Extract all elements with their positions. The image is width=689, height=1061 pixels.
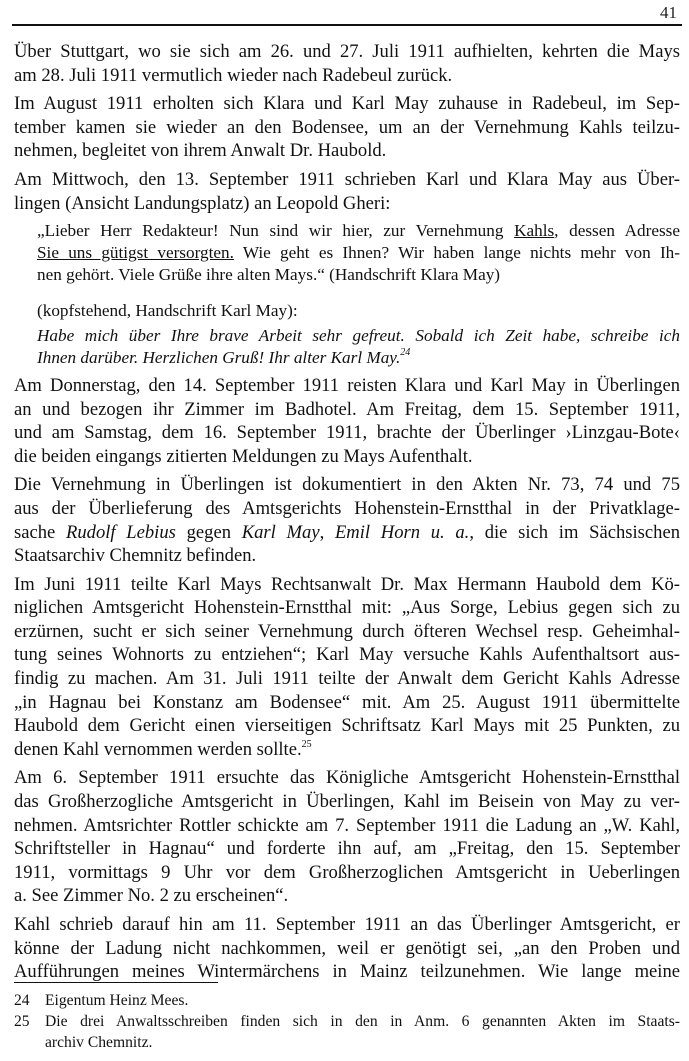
paragraph — [14, 374, 680, 468]
footnote-text — [45, 990, 680, 1011]
italic-text: Emil Horn u. a. — [334, 521, 470, 543]
text: , die sich im Sächsischen — [469, 521, 681, 543]
text-line: Die Vernehmung in Überlingen ist dokumentiert in den Akten Nr. 73, 74 und 75 — [14, 474, 680, 496]
quote-text: , dessen Adresse — [554, 221, 680, 241]
text-line: Im Juni 1911 teilte Karl Mays Rechtsanwalt Dr. Max Hermann Haubold dem Kö- — [14, 573, 680, 595]
italic-text: Rudolf Lebius — [66, 521, 176, 543]
italic-text: Karl May — [241, 521, 320, 543]
quote-note: (kopfstehend, Handschrift Karl May): — [37, 300, 298, 320]
text: sache — [14, 521, 66, 543]
text: , — [319, 521, 335, 543]
footnote-line: Die drei Anwaltsschreiben finden sich in den in Anm. 6 genannten Akten im Staats- — [45, 1013, 680, 1030]
footnote-rule — [14, 982, 218, 983]
text-line: a. See Zimmer No. 2 zu erscheinen“. — [14, 885, 289, 907]
footnote-line: archiv Chemnitz. — [45, 1034, 153, 1051]
header-rule — [12, 24, 682, 26]
text-line: tember kamen sie wieder an den Bodensee, um an der Vernehmung Kahls teilzu- — [14, 116, 680, 138]
paragraph — [14, 168, 680, 215]
block-quote — [14, 220, 680, 369]
underlined-text: Kahls — [514, 221, 555, 241]
underlined-text: Sie uns gütigst versorgten. — [37, 242, 234, 262]
text-line: die beiden eingangs zitierten Meldungen zu Mays Aufenthalt. — [14, 445, 473, 467]
paragraph — [14, 473, 680, 567]
quote-line: nen gehört. Viele Grüße ihre alten Mays.“ (Handschrift Klara May) — [37, 264, 501, 284]
text-line: aus der Überlieferung des Amtsgerichts Hohenstein-Ernstthal in der Privatklage- — [14, 497, 680, 519]
footnote-text — [45, 1011, 680, 1053]
text: gegen — [175, 521, 242, 543]
text-line: am 28. Juli 1911 vermutlich wieder nach Radebeul zurück. — [14, 64, 453, 86]
text-line: Am Donnerstag, den 14. September 1911 reisten Klara und Karl May in Überlingen — [14, 374, 680, 396]
text-line: Am 6. September 1911 ersuchte das Königliche Amtsgericht Hohenstein-Ernstthal — [14, 767, 680, 789]
text-line: Schriftsteller in Hagnau“ und forderte ihn auf, am „Freitag, den 15. September — [14, 838, 680, 860]
text-line: Im August 1911 erholten sich Klara und Karl May zuhause in Radebeul, im Sep- — [14, 93, 680, 115]
paragraph — [14, 573, 680, 762]
footnotes — [14, 990, 680, 1053]
paragraph — [14, 913, 680, 984]
text-line: 1911, vormittags 9 Uhr vor dem Großherzoglichen Amtsgericht in Ueberlingen — [14, 861, 680, 883]
footnote — [14, 1011, 680, 1053]
quote-italic-line — [37, 347, 680, 369]
footnote-number: 24 — [14, 992, 30, 1009]
body-text — [14, 40, 680, 989]
text-line: Am Mittwoch, den 13. September 1911 schrieben Karl und Klara May aus Über- — [14, 168, 680, 190]
paragraph — [14, 92, 680, 163]
text-line: könne der Ladung nicht nachkommen, weil er genötigt sei, „an den Proben und — [14, 937, 680, 959]
page-number: 41 — [660, 3, 677, 22]
text-line: nehmen. Amtsrichter Rottler schickte am 7. September 1911 die Ladung an „W. Kahl, — [14, 814, 680, 836]
quote-line — [37, 242, 680, 264]
quote-text: Wie geht es Ihnen? Wir haben lange nichts mehr von Ih- — [233, 242, 680, 262]
text-line: lingen (Ansicht Landungsplatz) an Leopold Gheri: — [14, 192, 391, 214]
text-line: Über Stuttgart, wo sie sich am 26. und 27. Juli 1911 aufhielten, kehrten die Mays — [14, 41, 680, 62]
text: denen Kahl vernommen werden sollte. — [14, 738, 302, 760]
quote-italic-line: Habe mich über Ihre brave Arbeit sehr gefreut. Sobald ich Zeit habe, schreibe ich — [37, 326, 680, 346]
text-line — [14, 738, 680, 762]
footnote — [14, 990, 680, 1011]
quote-italic-text: Ihnen darüber. Herzlichen Gruß! Ihr alter Karl May. — [37, 348, 401, 368]
paragraph — [14, 40, 680, 87]
text-line: erzürnen, sucht er sich seiner Vernehmung durch öfteren Wechsel resp. Geheimhal- — [14, 620, 680, 642]
text-line: tung seines Wohnorts zu entziehen“; Karl May versuche Kahls Aufenthaltsort aus- — [14, 644, 680, 666]
paragraph — [14, 766, 680, 908]
text-line: niglichen Amtsgericht Hohenstein-Ernstthal mit: „Aus Sorge, Lebius gegen sich zu — [14, 597, 680, 619]
footnote-ref[interactable]: 24 — [400, 347, 411, 359]
text-line: Haubold dem Gericht einen vierseitigen Schriftsatz Karl Mays mit 25 Punkten, zu — [14, 715, 680, 737]
text-line: an und bezogen ihr Zimmer im Badhotel. Am Freitag, dem 15. September 1911, — [14, 398, 680, 420]
text-line: „in Hagnau bei Konstanz am Bodensee“ mit. Am 25. August 1911 übermittelte — [14, 691, 680, 713]
text-line: findig zu machen. Am 31. Juli 1911 teilte der Anwalt dem Gericht Kahls Adresse — [14, 668, 680, 690]
footnote-line: Eigentum Heinz Mees. — [45, 992, 189, 1009]
footnote-ref[interactable]: 25 — [301, 738, 312, 750]
quote-line — [37, 220, 680, 242]
text-line: nehmen, begleitet von ihrem Anwalt Dr. Haubold. — [14, 140, 387, 162]
text-line: Staatsarchiv Chemnitz befinden. — [14, 545, 257, 567]
text-line: Kahl schrieb darauf hin am 11. September 1911 an das Überlinger Amtsgericht, er — [14, 914, 680, 935]
text-line: Aufführungen meines Wintermärchens in Mainz teilzunehmen. Wie lange meine — [14, 961, 680, 983]
footnote-number: 25 — [14, 1013, 30, 1030]
text-line — [14, 521, 680, 545]
quote-text: „Lieber Herr Redakteur! Nun sind wir hier, zur Vernehmung — [37, 221, 515, 241]
text-line: das Großherzogliche Amtsgericht in Überlingen, Kahl im Beisein von May zu ver- — [14, 791, 680, 813]
text-line: und am Samstag, dem 16. September 1911, brachte der Überlinger ›Linzgau-Bote‹ — [14, 422, 680, 444]
